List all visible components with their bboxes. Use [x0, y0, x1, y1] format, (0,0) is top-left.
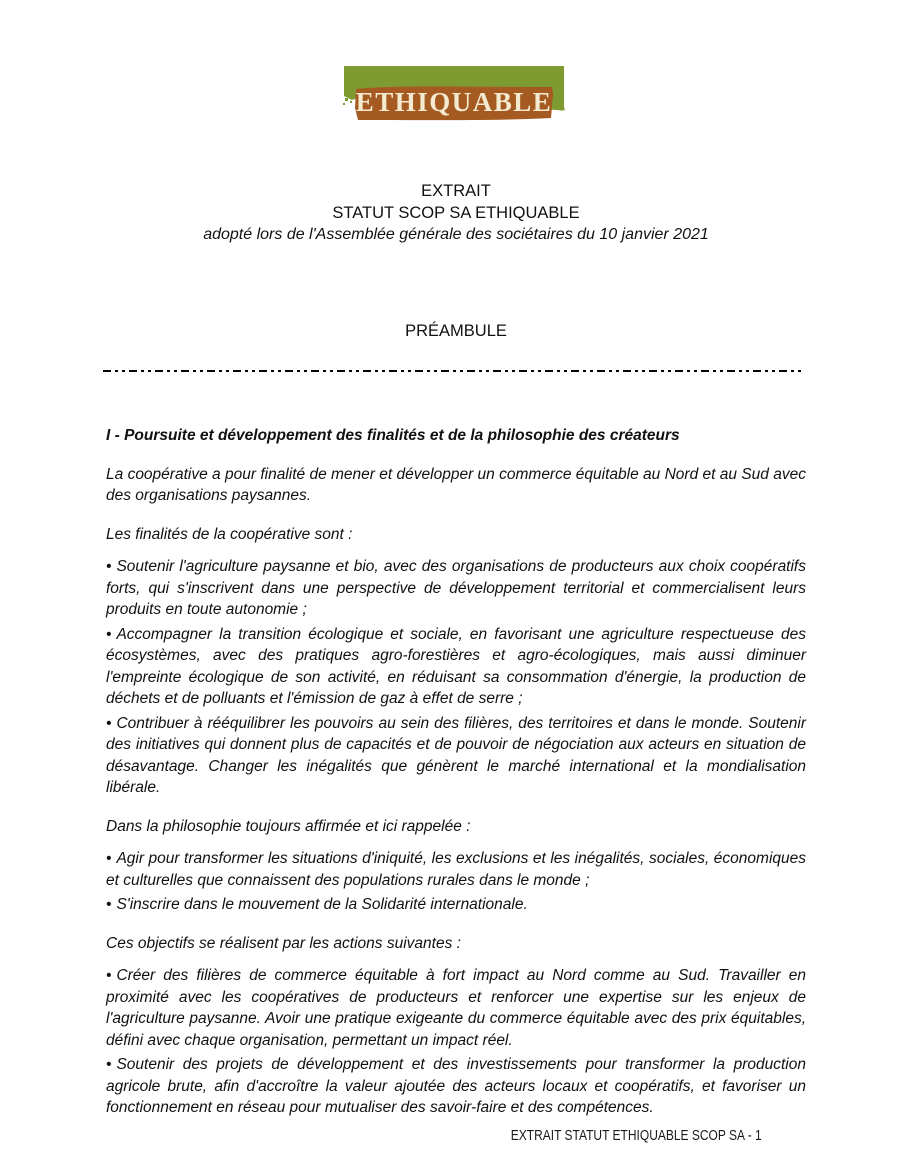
bullet-item — [106, 848, 806, 891]
paragraph: Les finalités de la coopérative sont : — [106, 525, 353, 543]
bullet-item — [106, 556, 806, 621]
paragraph: Ces objectifs se réalisent par les actions suivantes : — [106, 934, 461, 952]
preamble-heading: PRÉAMBULE — [405, 322, 507, 340]
bullet-glyph: • — [106, 558, 112, 575]
ethiquable-logo-image — [342, 64, 566, 142]
bullet-item — [106, 965, 806, 1051]
bullet-glyph: • — [106, 850, 112, 867]
title-extrait: EXTRAIT — [421, 182, 491, 200]
title-block — [106, 181, 806, 246]
bullet-text: Créer des filières de commerce équitable à fort impact au Nord comme au Sud. Travailler en proximité avec les coopératives de producteurs et renforcer une expertise sur les enjeux de l'agriculture paysanne. Avoir une pratique exigeante du commerce équitable avec des prix équitables, défini avec chaque organisation, permettant un impact réel. — [106, 967, 806, 1049]
ethiquable-logo — [342, 64, 566, 142]
ethiquable-wordmark: ETHIQUABLE — [355, 87, 553, 117]
bullet-glyph: • — [106, 1056, 112, 1073]
bullet-glyph: • — [106, 896, 112, 913]
page-footer: EXTRAIT STATUT ETHIQUABLE SCOP SA - 1 — [511, 1127, 762, 1144]
separator-line — [103, 370, 803, 372]
bullet-text: Contribuer à rééquilibrer les pouvoirs au sein des filières, des territoires et dans le monde. Soutenir des initiatives qui donnent plus de capacités et de pouvoir de négociation aux acteurs en situation de désavantage. Changer les inégalités que génèrent le marché international et la mondialisation libérale. — [106, 714, 806, 796]
bullet-item — [106, 713, 806, 799]
title-statut: STATUT SCOP SA ETHIQUABLE — [332, 203, 580, 222]
title-adoption-line: adopté lors de l'Assemblée générale des sociétaires du 10 janvier 2021 — [203, 226, 709, 243]
paragraph: La coopérative a pour finalité de mener et développer un commerce équitable au Nord et au Sud avec des organisations paysannes. — [106, 465, 806, 504]
bullet-text: Agir pour transformer les situations d'iniquité, les exclusions et les inégalités, sociales, économiques et culturelles que connaissent des populations rurales dans le monde ; — [106, 850, 806, 889]
bullet-text: Soutenir l'agriculture paysanne et bio, avec des organisations de producteurs aux choix coopératifs forts, qui s'inscrivent dans une perspective de développement territorial et commercialisent leurs produits en toute autonomie ; — [106, 558, 806, 618]
bullet-text: Soutenir des projets de développement et des investissements pour transformer la production agricole brute, afin d'accroître la valeur ajoutée des acteurs locaux et coopératifs, et favoriser un fonctionnement en réseau pour mutualiser des savoir-faire et des compétences. — [106, 1056, 806, 1116]
bullet-glyph: • — [106, 714, 112, 732]
bullet-item — [106, 894, 806, 916]
bullet-text: S'inscrire dans le mouvement de la Solidarité internationale. — [116, 896, 528, 913]
bullet-item — [106, 1054, 806, 1119]
paragraph: Dans la philosophie toujours affirmée et ici rappelée : — [106, 817, 471, 835]
section-heading: I - Poursuite et développement des finalités et de la philosophie des créateurs — [106, 427, 680, 444]
bullet-glyph: • — [106, 625, 112, 643]
bullet-glyph: • — [106, 967, 112, 984]
bullet-item — [106, 624, 806, 710]
document-body — [106, 425, 806, 1119]
bullet-text: Accompagner la transition écologique et sociale, en favorisant une agriculture respectueuse des écosystèmes, avec des pratiques agro-forestières et agro-écologiques, mais aussi diminuer l'empreinte écologique de son activité, en réduisant sa consommation d'énergie, la production de déchets et de polluants et l'émission de gaz à effet de serre ; — [106, 625, 806, 707]
